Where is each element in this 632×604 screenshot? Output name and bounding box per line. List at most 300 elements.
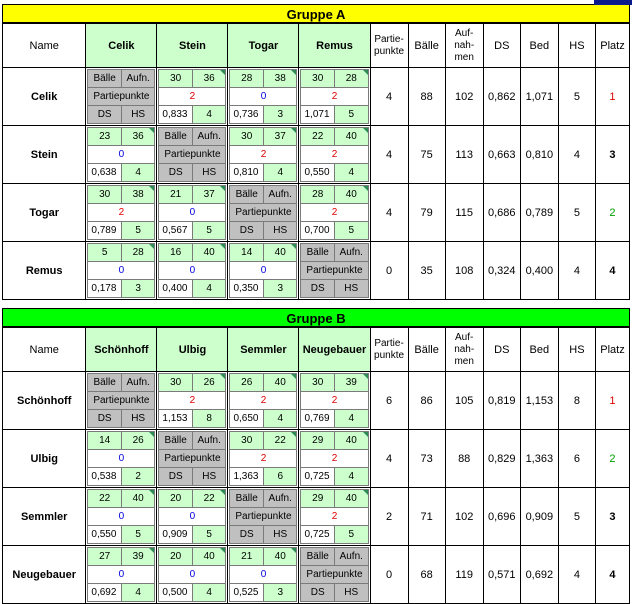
- match-grid: [158, 69, 226, 124]
- partiepunkte-value: 0: [159, 262, 226, 280]
- group-b-table: [2, 327, 630, 604]
- partiepunkte-value: 2: [159, 88, 226, 106]
- header-balls: Bälle: [408, 24, 445, 68]
- match-cell: [157, 242, 228, 300]
- match-grid: [87, 243, 155, 298]
- match-grid: [229, 185, 297, 240]
- aufnahmen-value: 37: [192, 186, 226, 204]
- balls-total: 73: [408, 430, 445, 488]
- aufnahmen-value: 40: [335, 490, 369, 508]
- header-platz: Platz: [595, 24, 629, 68]
- hs-total: 4: [558, 546, 595, 604]
- header-hs: HS: [558, 24, 595, 68]
- header-row: [3, 328, 630, 372]
- balls-total: 35: [408, 242, 445, 300]
- ds-value: 1,071: [301, 106, 335, 124]
- legend-hs: HS: [335, 280, 369, 298]
- partiepunkte-value: 2: [301, 450, 368, 468]
- header-player: Schönhoff: [86, 328, 157, 372]
- bed-total: 1,153: [520, 372, 558, 430]
- aufnahmen-value: 38: [263, 70, 297, 88]
- match-cell: [228, 372, 299, 430]
- balls-value: 30: [159, 70, 193, 88]
- hs-value: 6: [263, 468, 297, 486]
- ds-value: 1,153: [159, 410, 193, 428]
- hs-total: 8: [558, 372, 595, 430]
- aufnahmen-value: 38: [121, 186, 155, 204]
- balls-total: 86: [408, 372, 445, 430]
- ds-total: 0,862: [483, 68, 520, 126]
- header-aufnahmen: Auf-nah-men: [445, 24, 483, 68]
- partiepunkte-value: 0: [88, 262, 155, 280]
- match-grid: [87, 489, 155, 544]
- player-name: Schönhoff: [3, 372, 86, 430]
- table-row: [3, 546, 630, 604]
- aufnahmen-total: 102: [445, 68, 483, 126]
- legend-aufnahmen: Aufn.: [192, 432, 226, 450]
- legend-partiepunkte: Partiepunkte: [159, 450, 226, 468]
- match-cell: [228, 546, 299, 604]
- balls-value: 29: [301, 490, 335, 508]
- match-grid: [158, 185, 226, 240]
- match-cell: [86, 488, 157, 546]
- bed-total: 0,400: [520, 242, 558, 300]
- legend-ds: DS: [301, 280, 335, 298]
- hs-value: 3: [263, 280, 297, 298]
- legend-balls: Bälle: [159, 432, 193, 450]
- match-cell: [299, 546, 370, 604]
- aufnahmen-value: 28: [335, 70, 369, 88]
- partiepunkte-total: 4: [370, 430, 408, 488]
- hs-value: 5: [121, 222, 155, 240]
- balls-total: 88: [408, 68, 445, 126]
- match-grid: [87, 69, 155, 124]
- balls-value: 21: [230, 548, 264, 566]
- hs-value: 4: [192, 584, 226, 602]
- match-grid: [87, 431, 155, 486]
- partiepunkte-value: 2: [301, 204, 368, 222]
- match-cell: [157, 126, 228, 184]
- match-grid: [300, 185, 368, 240]
- partiepunkte-value: 0: [230, 262, 297, 280]
- header-name: Name: [3, 24, 86, 68]
- legend-hs: HS: [121, 410, 155, 428]
- legend-hs: HS: [263, 526, 297, 544]
- match-grid: [158, 489, 226, 544]
- group-b: [2, 308, 630, 604]
- player-name: Stein: [3, 126, 86, 184]
- match-cell: [86, 372, 157, 430]
- match-grid: [300, 243, 368, 298]
- balls-value: 22: [88, 490, 122, 508]
- partiepunkte-total: 2: [370, 488, 408, 546]
- header-player: Semmler: [228, 328, 299, 372]
- aufnahmen-value: 26: [121, 432, 155, 450]
- match-cell: [86, 68, 157, 126]
- match-grid: [87, 127, 155, 182]
- header-player: Ulbig: [157, 328, 228, 372]
- match-grid: [300, 373, 368, 428]
- match-grid: [229, 69, 297, 124]
- aufnahmen-value: 40: [335, 186, 369, 204]
- balls-total: 75: [408, 126, 445, 184]
- legend-balls: Bälle: [88, 374, 122, 392]
- balls-value: 28: [230, 70, 264, 88]
- hs-value: 5: [335, 106, 369, 124]
- match-grid: [158, 547, 226, 602]
- group-a-title: Gruppe A: [2, 4, 630, 23]
- ds-value: 0,550: [88, 526, 122, 544]
- partiepunkte-value: 2: [301, 392, 368, 410]
- partiepunkte-value: 2: [301, 508, 368, 526]
- header-row: [3, 24, 630, 68]
- aufnahmen-value: 40: [335, 128, 369, 146]
- header-ds: DS: [483, 24, 520, 68]
- aufnahmen-value: 40: [263, 548, 297, 566]
- ds-total: 0,686: [483, 184, 520, 242]
- partiepunkte-value: 2: [301, 146, 368, 164]
- legend-balls: Bälle: [230, 186, 264, 204]
- balls-value: 5: [88, 244, 122, 262]
- legend-balls: Bälle: [230, 490, 264, 508]
- legend-partiepunkte: Partiepunkte: [230, 204, 297, 222]
- balls-value: 28: [301, 186, 335, 204]
- group-b-title: Gruppe B: [2, 308, 630, 327]
- hs-value: 4: [335, 410, 369, 428]
- balls-value: 22: [301, 128, 335, 146]
- aufnahmen-value: 36: [192, 70, 226, 88]
- ds-value: 0,638: [88, 164, 122, 182]
- partiepunkte-value: 0: [230, 88, 297, 106]
- balls-value: 23: [88, 128, 122, 146]
- match-grid: [300, 69, 368, 124]
- corner-decoration: [594, 0, 632, 5]
- table-row: [3, 184, 630, 242]
- player-name: Semmler: [3, 488, 86, 546]
- hs-total: 4: [558, 242, 595, 300]
- partiepunkte-value: 2: [230, 392, 297, 410]
- legend-balls: Bälle: [88, 70, 122, 88]
- aufnahmen-value: 22: [263, 432, 297, 450]
- balls-total: 68: [408, 546, 445, 604]
- balls-value: 20: [159, 548, 193, 566]
- legend-hs: HS: [192, 164, 226, 182]
- aufnahmen-value: 28: [121, 244, 155, 262]
- aufnahmen-value: 36: [121, 128, 155, 146]
- match-cell: [299, 68, 370, 126]
- partiepunkte-total: 4: [370, 126, 408, 184]
- match-grid: [158, 243, 226, 298]
- legend-ds: DS: [230, 526, 264, 544]
- match-cell: [86, 430, 157, 488]
- table-row: [3, 126, 630, 184]
- hs-value: 4: [263, 410, 297, 428]
- legend-ds: DS: [159, 164, 193, 182]
- match-grid: [229, 547, 297, 602]
- legend-aufnahmen: Aufn.: [121, 374, 155, 392]
- match-cell: [299, 126, 370, 184]
- partiepunkte-value: 0: [88, 508, 155, 526]
- balls-value: 30: [301, 374, 335, 392]
- balls-value: 27: [88, 548, 122, 566]
- partiepunkte-value: 2: [230, 146, 297, 164]
- ds-value: 0,725: [301, 468, 335, 486]
- match-cell: [228, 126, 299, 184]
- header-player: Stein: [157, 24, 228, 68]
- legend-partiepunkte: Partiepunkte: [88, 88, 155, 106]
- aufnahmen-value: 26: [192, 374, 226, 392]
- header-aufnahmen: Auf-nah-men: [445, 328, 483, 372]
- ds-total: 0,571: [483, 546, 520, 604]
- hs-value: 2: [121, 468, 155, 486]
- ds-value: 0,538: [88, 468, 122, 486]
- platz-value: 4: [595, 546, 629, 604]
- bed-total: 0,909: [520, 488, 558, 546]
- legend-balls: Bälle: [159, 128, 193, 146]
- ds-value: 0,789: [88, 222, 122, 240]
- aufnahmen-total: 113: [445, 126, 483, 184]
- legend-ds: DS: [159, 468, 193, 486]
- table-row: [3, 488, 630, 546]
- legend-hs: HS: [263, 222, 297, 240]
- partiepunkte-value: 2: [88, 204, 155, 222]
- match-grid: [158, 431, 226, 486]
- match-cell: [157, 68, 228, 126]
- aufnahmen-total: 102: [445, 488, 483, 546]
- match-grid: [87, 373, 155, 428]
- platz-value: 2: [595, 430, 629, 488]
- hs-value: 4: [121, 164, 155, 182]
- legend-partiepunkte: Partiepunkte: [301, 262, 368, 280]
- header-player: Togar: [228, 24, 299, 68]
- legend-ds: DS: [88, 410, 122, 428]
- match-grid: [229, 373, 297, 428]
- match-cell: [157, 430, 228, 488]
- player-name: Togar: [3, 184, 86, 242]
- match-cell: [157, 184, 228, 242]
- partiepunkte-value: 2: [301, 88, 368, 106]
- legend-aufnahmen: Aufn.: [121, 70, 155, 88]
- player-name: Neugebauer: [3, 546, 86, 604]
- ds-total: 0,324: [483, 242, 520, 300]
- hs-value: 5: [192, 526, 226, 544]
- hs-total: 5: [558, 68, 595, 126]
- match-cell: [228, 68, 299, 126]
- header-player: Neugebauer: [299, 328, 370, 372]
- hs-value: 5: [121, 526, 155, 544]
- partiepunkte-value: 2: [230, 450, 297, 468]
- match-grid: [229, 489, 297, 544]
- bed-total: 0,810: [520, 126, 558, 184]
- hs-value: 4: [335, 164, 369, 182]
- ds-total: 0,696: [483, 488, 520, 546]
- legend-hs: HS: [192, 468, 226, 486]
- ds-value: 1,363: [230, 468, 264, 486]
- legend-aufnahmen: Aufn.: [263, 186, 297, 204]
- match-cell: [228, 184, 299, 242]
- hs-value: 4: [263, 164, 297, 182]
- header-platz: Platz: [595, 328, 629, 372]
- bed-total: 0,789: [520, 184, 558, 242]
- match-cell: [299, 242, 370, 300]
- player-name: Ulbig: [3, 430, 86, 488]
- balls-value: 16: [159, 244, 193, 262]
- header-bed: Bed: [520, 24, 558, 68]
- legend-aufnahmen: Aufn.: [192, 128, 226, 146]
- table-row: [3, 430, 630, 488]
- header-name: Name: [3, 328, 86, 372]
- match-grid: [300, 547, 368, 602]
- balls-value: 29: [301, 432, 335, 450]
- match-cell: [299, 184, 370, 242]
- match-grid: [229, 243, 297, 298]
- legend-ds: DS: [301, 584, 335, 602]
- platz-value: 1: [595, 68, 629, 126]
- match-grid: [87, 547, 155, 602]
- ds-value: 0,833: [159, 106, 193, 124]
- match-cell: [228, 430, 299, 488]
- platz-value: 4: [595, 242, 629, 300]
- legend-hs: HS: [335, 584, 369, 602]
- aufnahmen-value: 37: [263, 128, 297, 146]
- balls-total: 71: [408, 488, 445, 546]
- legend-aufnahmen: Aufn.: [335, 244, 369, 262]
- aufnahmen-value: 40: [263, 374, 297, 392]
- match-cell: [157, 372, 228, 430]
- hs-value: 4: [192, 106, 226, 124]
- hs-value: 3: [263, 106, 297, 124]
- aufnahmen-value: 40: [335, 432, 369, 450]
- match-cell: [86, 126, 157, 184]
- hs-total: 5: [558, 488, 595, 546]
- header-partiepunkte: Partie-punkte: [370, 24, 408, 68]
- legend-aufnahmen: Aufn.: [263, 490, 297, 508]
- ds-value: 0,567: [159, 222, 193, 240]
- ds-value: 0,178: [88, 280, 122, 298]
- match-cell: [157, 488, 228, 546]
- match-cell: [157, 546, 228, 604]
- hs-value: 3: [263, 584, 297, 602]
- hs-value: 5: [192, 222, 226, 240]
- ds-value: 0,909: [159, 526, 193, 544]
- ds-value: 0,650: [230, 410, 264, 428]
- match-grid: [300, 431, 368, 486]
- partiepunkte-value: 0: [88, 146, 155, 164]
- partiepunkte-value: 0: [159, 508, 226, 526]
- match-cell: [299, 430, 370, 488]
- header-hs: HS: [558, 328, 595, 372]
- ds-value: 0,350: [230, 280, 264, 298]
- aufnahmen-total: 115: [445, 184, 483, 242]
- hs-value: 4: [121, 584, 155, 602]
- balls-value: 14: [88, 432, 122, 450]
- ds-total: 0,819: [483, 372, 520, 430]
- ds-value: 0,550: [301, 164, 335, 182]
- legend-aufnahmen: Aufn.: [335, 548, 369, 566]
- partiepunkte-total: 4: [370, 68, 408, 126]
- group-a: [2, 4, 630, 300]
- hs-value: 4: [335, 468, 369, 486]
- partiepunkte-total: 6: [370, 372, 408, 430]
- aufnahmen-value: 22: [192, 490, 226, 508]
- hs-value: 8: [192, 410, 226, 428]
- ds-value: 0,725: [301, 526, 335, 544]
- aufnahmen-value: 40: [192, 244, 226, 262]
- match-cell: [299, 488, 370, 546]
- ds-value: 0,525: [230, 584, 264, 602]
- player-name: Celik: [3, 68, 86, 126]
- legend-balls: Bälle: [301, 244, 335, 262]
- partiepunkte-value: 0: [230, 566, 297, 584]
- balls-total: 79: [408, 184, 445, 242]
- balls-value: 26: [230, 374, 264, 392]
- platz-value: 2: [595, 184, 629, 242]
- partiepunkte-value: 0: [88, 450, 155, 468]
- aufnahmen-total: 105: [445, 372, 483, 430]
- header-balls: Bälle: [408, 328, 445, 372]
- hs-value: 5: [335, 222, 369, 240]
- header-player: Remus: [299, 24, 370, 68]
- balls-value: 14: [230, 244, 264, 262]
- aufnahmen-value: 40: [121, 490, 155, 508]
- match-grid: [229, 127, 297, 182]
- balls-value: 21: [159, 186, 193, 204]
- platz-value: 1: [595, 372, 629, 430]
- ds-value: 0,736: [230, 106, 264, 124]
- legend-partiepunkte: Partiepunkte: [230, 508, 297, 526]
- hs-value: 3: [121, 280, 155, 298]
- table-row: [3, 68, 630, 126]
- hs-total: 4: [558, 126, 595, 184]
- hs-value: 4: [192, 280, 226, 298]
- header-partiepunkte: Partie-punkte: [370, 328, 408, 372]
- aufnahmen-value: 40: [263, 244, 297, 262]
- partiepunkte-total: 4: [370, 184, 408, 242]
- match-grid: [158, 373, 226, 428]
- header-ds: DS: [483, 328, 520, 372]
- player-name: Remus: [3, 242, 86, 300]
- match-grid: [300, 127, 368, 182]
- bed-total: 1,071: [520, 68, 558, 126]
- ds-total: 0,829: [483, 430, 520, 488]
- match-cell: [86, 242, 157, 300]
- hs-total: 6: [558, 430, 595, 488]
- legend-partiepunkte: Partiepunkte: [159, 146, 226, 164]
- header-player: Celik: [86, 24, 157, 68]
- aufnahmen-total: 119: [445, 546, 483, 604]
- aufnahmen-value: 40: [192, 548, 226, 566]
- aufnahmen-total: 108: [445, 242, 483, 300]
- platz-value: 3: [595, 126, 629, 184]
- partiepunkte-total: 0: [370, 242, 408, 300]
- ds-value: 0,700: [301, 222, 335, 240]
- hs-total: 5: [558, 184, 595, 242]
- partiepunkte-value: 2: [159, 392, 226, 410]
- aufnahmen-value: 39: [121, 548, 155, 566]
- balls-value: 30: [301, 70, 335, 88]
- match-grid: [300, 489, 368, 544]
- table-row: [3, 372, 630, 430]
- legend-ds: DS: [88, 106, 122, 124]
- match-cell: [86, 546, 157, 604]
- hs-value: 5: [335, 526, 369, 544]
- match-cell: [228, 488, 299, 546]
- ds-value: 0,500: [159, 584, 193, 602]
- header-bed: Bed: [520, 328, 558, 372]
- group-a-table: [2, 23, 630, 300]
- ds-value: 0,810: [230, 164, 264, 182]
- match-grid: [87, 185, 155, 240]
